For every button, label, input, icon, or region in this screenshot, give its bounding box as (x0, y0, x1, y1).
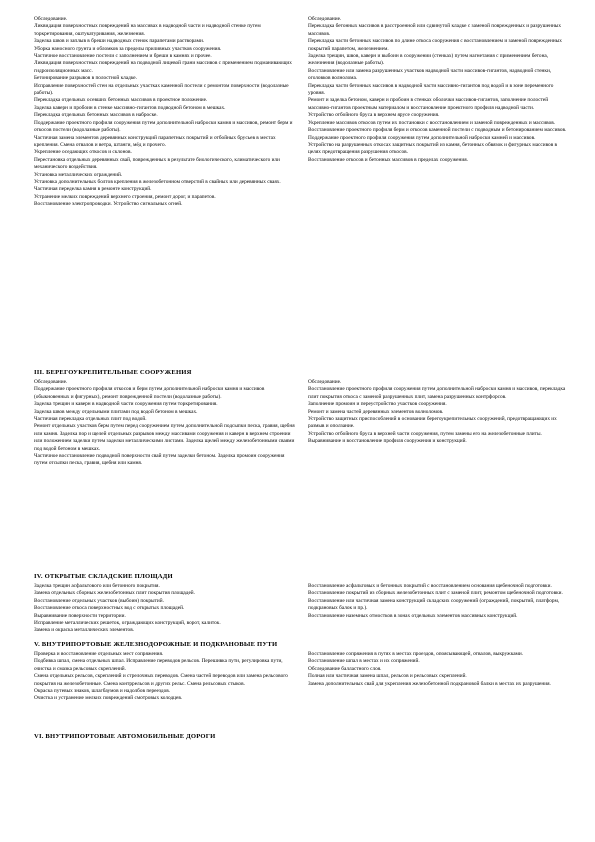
paragraph: Устройство отбойного бруса в верхней части сооружения, путем замены его на железобетонные плиты. (308, 430, 542, 437)
paragraph: Обследование балластного слоя. (308, 665, 382, 672)
paragraph: Ликвидация поверхностных повреждений на массивах в надводной части и надводной стенке путем торкретирования, оштукатуривания, железнения. (34, 23, 261, 37)
paragraph: Перекладка отдельных бетонных массивов в наброске. (34, 112, 158, 119)
paragraph: Ремонт и заделка бетоном, каверн и пробоин в стенках оболочки массивов-гигантов, заполнение полостей массивно-гигантов проектным материалом и восстановление проектного профиля надводной части. (308, 97, 549, 111)
paragraph: Заделка швов и заплыв в бреши надводных стенок парапетами растворами. (34, 38, 205, 45)
paragraph: Окраска путевых знаков, шлагбаумов и надолбов переездов. (34, 688, 171, 695)
section-columns (34, 651, 570, 703)
paragraph: Перекладка бетонных массивов в расстроенной или сдвинутой кладке с заменой поврежденных и разрушенных массивов. (308, 23, 561, 37)
paragraph: Восстановление проектного профиля сооружения путем дополнительной наброски камня и массивов, перекладка плит покрытия откоса с заменой разрушенных плит, замена разрушенных контрфорсов. (308, 386, 566, 400)
paragraph: Заделка трещин, швов, каверн и выбоин в сооружении (стенках) путем нагнетания с применением бетона, железнения (водолазные работы). (308, 53, 549, 67)
paragraph: Восстановление отдельных участков (выбоин) покрытий. (34, 597, 164, 604)
paragraph: Полная или частичная замена шпал, рельсов и рельсовых скреплений. (308, 673, 467, 680)
paragraph: Замена отдельных сборных железобетонных плит покрытия площадей. (34, 590, 195, 597)
document-page (34, 16, 570, 743)
left-column (34, 16, 296, 209)
paragraph: Выравнивание поверхности территории. (34, 612, 126, 619)
paragraph: Перекладка части бетонных массивов по длине откоса сооружения с восстановлением и заменой поврежденных покрытий парапетом, железнением. (308, 38, 562, 52)
paragraph: Перекладка отдельных осевших бетонных массивов в проектное положение. (34, 97, 208, 104)
paragraph: Восстановление наземных отмостков в зонах отдельных элементов массивных конструкций. (308, 612, 518, 619)
paragraph: Ремонт отдельных участков берм путем перед сооружением путем дополнительной подсыпки песка, гравия, щебня или камня. Заделка пор и щелей отдельных разрывов между массивами сооружения и каверн в верхнем строении или положением заделки путем заделки металлическими листами. Заделка щелей между железобетонными сваями под водой бетоном в мешках. (34, 423, 295, 452)
paragraph: Проверка и восстановление отдельных мест сопряжения. (34, 651, 164, 657)
paragraph: Укрепление массивов откосов путем их постановки с восстановлением и заменой поврежденных и массивов. (308, 119, 556, 126)
section-shore-protection (34, 368, 570, 568)
paragraph: Исправление поверхностей стен на отдельных участках каменной постели с ремонтом поверхности (водолазные работы). (34, 82, 289, 97)
paragraph: Частичная замена элементов деревянных конструкций парапетных покрытий и отбойных брусьев в местах крепления. Смена отвалов и ветра, штанги, мёд и прочего. (34, 134, 276, 148)
paragraph: Частичная перекладка отдельных плит под водой. (34, 416, 147, 423)
paragraph: Восстановление асфальтовых и бетонных покрытий с восстановлением основания щебеночной подготовки. (308, 583, 552, 589)
paragraph: Устройство на разрушенных откосах защитных покрытий из камня, бетонных обвязок и фигурных массивов в целях предотвращения разрушения откосов. (308, 141, 558, 156)
paragraph: Частичное восстановление постели с заполнением и бреши в камнях и прочее. (34, 53, 212, 60)
paragraph: Очистка и устранение мелких повреждений смотровых колодцев. (34, 695, 183, 702)
section-heading: III. БЕРЕГОУКРЕПИТЕЛЬНЫЕ СООРУЖЕНИЯ (34, 369, 192, 376)
paragraph: Подбивка шпал, смена отдельных шпал. Исправление переводов рельсов. Перешивка пути, регулировка пути, очистка и смазка рельсовых скреплений. (34, 658, 283, 672)
paragraph: Обследование. (308, 379, 342, 385)
paragraph: Уборка наносного грунта и обломков за пределы приливных участков сооружения. (34, 45, 222, 52)
paragraph: Поддержание проектного профиля сооружения путем дополнительной наброски камней и массивов. (308, 134, 536, 141)
section-heading: VI. ВНУТРИПОРТОВЫЕ АВТОМОБИЛЬНЫЕ ДОРОГИ (34, 733, 216, 740)
paragraph: Установка металлических ограждений. (34, 171, 123, 178)
paragraph: Заделка швов между отдельными плитами под водой бетоном в мешках. (34, 408, 198, 415)
section-columns (34, 16, 570, 209)
paragraph: Восстановление электропроводки. Устройство сигнальных огней. (34, 201, 183, 208)
paragraph: Поддержание проектного профиля откосов и берм путем дополнительной наброски камня и массивов (обыкновенных и фигурных), ремонт поврежденной постели (водолазные работы). (34, 386, 265, 400)
left-column (34, 583, 296, 635)
paragraph: Восстановление покрытий из сборных железобетонных плит с заменой плит, ремонтом щебеночной подготовки. (308, 590, 563, 597)
paragraph: Заделка каверн и пробоин в стенке массивно-гигантов подводной бетоном в мешках. (34, 104, 226, 111)
section-open-storage (34, 572, 570, 636)
paragraph: Выравнивание и восстановление профиля сооружения и конструкций. (308, 438, 467, 445)
paragraph: Смена отдельных рельсов, скреплений и стрелочных переводов. Смена частей переводов или замена рельсового покрытия на железобетонные. Смена контррельсов и других рельс. Смена рельсовых стыков. (34, 673, 288, 687)
paragraph: Заделка трещин и каверн в надводной части сооружения путем торкретирования. (34, 401, 218, 408)
section-heading: IV. ОТКРЫТЫЕ СКЛАДСКИЕ ПЛОЩАДИ (34, 573, 173, 580)
paragraph: Бетонирование разрывов в полостной кладке. (34, 75, 137, 82)
paragraph: Замена дополнительных свай для укрепления железобетонной подкрановой балки в местах их разрушения. (308, 680, 551, 687)
paragraph: Исправление металлических решеток, ограждающих конструкций, ворот, калиток. (34, 620, 221, 627)
paragraph: Устройство защитных приспособлений в основании берегоукрепительных сооружений, предотвращающих их размыв и оползание. (308, 416, 557, 430)
section-general-works (34, 16, 570, 364)
paragraph: Восстановление шпал в местах и их сопряжений. (308, 658, 420, 665)
left-column (34, 651, 296, 703)
paragraph: Замена и окраска металлических элементов. (34, 627, 135, 634)
paragraph: Частичное восстановление подводной поверхности свай путем заделки бетоном. Заделка промоин сооружения путем отсыпки песка, гравия, щебня или камня. (34, 453, 285, 467)
paragraph: Перекладка части бетонных массивов в надводной части массивно-гигантов под водой и в зоне переменного уровня. (308, 82, 554, 97)
paragraph: Перестановка отдельных деревянных свай, поврежденных в результате биологического, климатического или механического воздействия. (34, 156, 280, 171)
section-railways (34, 640, 570, 728)
left-column (34, 379, 296, 468)
paragraph: Ремонт и замена частей деревянных элементов волноломов. (308, 408, 444, 415)
right-column (308, 583, 570, 635)
paragraph: Восстановление сопряжения в путях в местах проездов, опоясывающей, отвалов, выкружками. (308, 651, 524, 657)
paragraph: Восстановление откоса поверхностных вод с открытых площадей. (34, 605, 185, 612)
paragraph: Обследование. (34, 16, 68, 22)
paragraph: Укрепление оседающих откосов и склонов. (34, 149, 132, 156)
paragraph: Установка дополнительных болтов крепления в железобетонном отверстий в свайных или деревянных сваях. Частичная переделка камня в ремонте конструкций. (34, 178, 281, 193)
paragraph: Поддержание проектного профиля сооружения путем дополнительной наброски камня и массивов, ремонт берм и откосов постели (водолазные работы). (34, 119, 293, 134)
paragraph: Обследование. (308, 16, 342, 22)
paragraph: Ликвидация поверхностных повреждений на подводной лицевой грани массивов с применением подманивающих гидроизоляционных масс. (34, 60, 292, 74)
section-heading: V. ВНУТРИПОРТОВЫЕ ЖЕЛЕЗНОДОРОЖНЫЕ И ПОДКРАНОВЫЕ ПУТИ (34, 641, 278, 648)
section-columns (34, 379, 570, 468)
section-columns (34, 583, 570, 635)
paragraph: Устройство отбойного бруса в верхнем ярусе сооружения. (308, 112, 440, 119)
paragraph: Восстановление проектного профиля берм и откосов каменной постели с подводным и бетонированием массивов. (308, 127, 567, 134)
right-column (308, 16, 570, 209)
right-column (308, 379, 570, 468)
paragraph: Заполнение промоин и переустройство участков сооружения. (308, 401, 447, 408)
paragraph: Обследование. (34, 379, 68, 385)
paragraph: Восстановление откосов и бетонных массивов в пределах сооружения. (308, 156, 468, 163)
paragraph: Устранение мелких повреждений верхнего строения, ремонт дорог, и парапетов. (34, 193, 216, 200)
section-roads (34, 732, 570, 741)
paragraph: Заделка трещин асфальтового или бетонного покрытия. (34, 583, 160, 589)
paragraph: Восстановление или частичная замена конструкций складских сооружений (ограждений, покрытий, платформ, подкрановых балок и пр.). (308, 597, 560, 612)
right-column (308, 651, 570, 703)
paragraph: Восстановление или замена разрушенных участков надводной части массивов-гигантов, надводной стенки, оголовков волнолома. (308, 67, 552, 82)
